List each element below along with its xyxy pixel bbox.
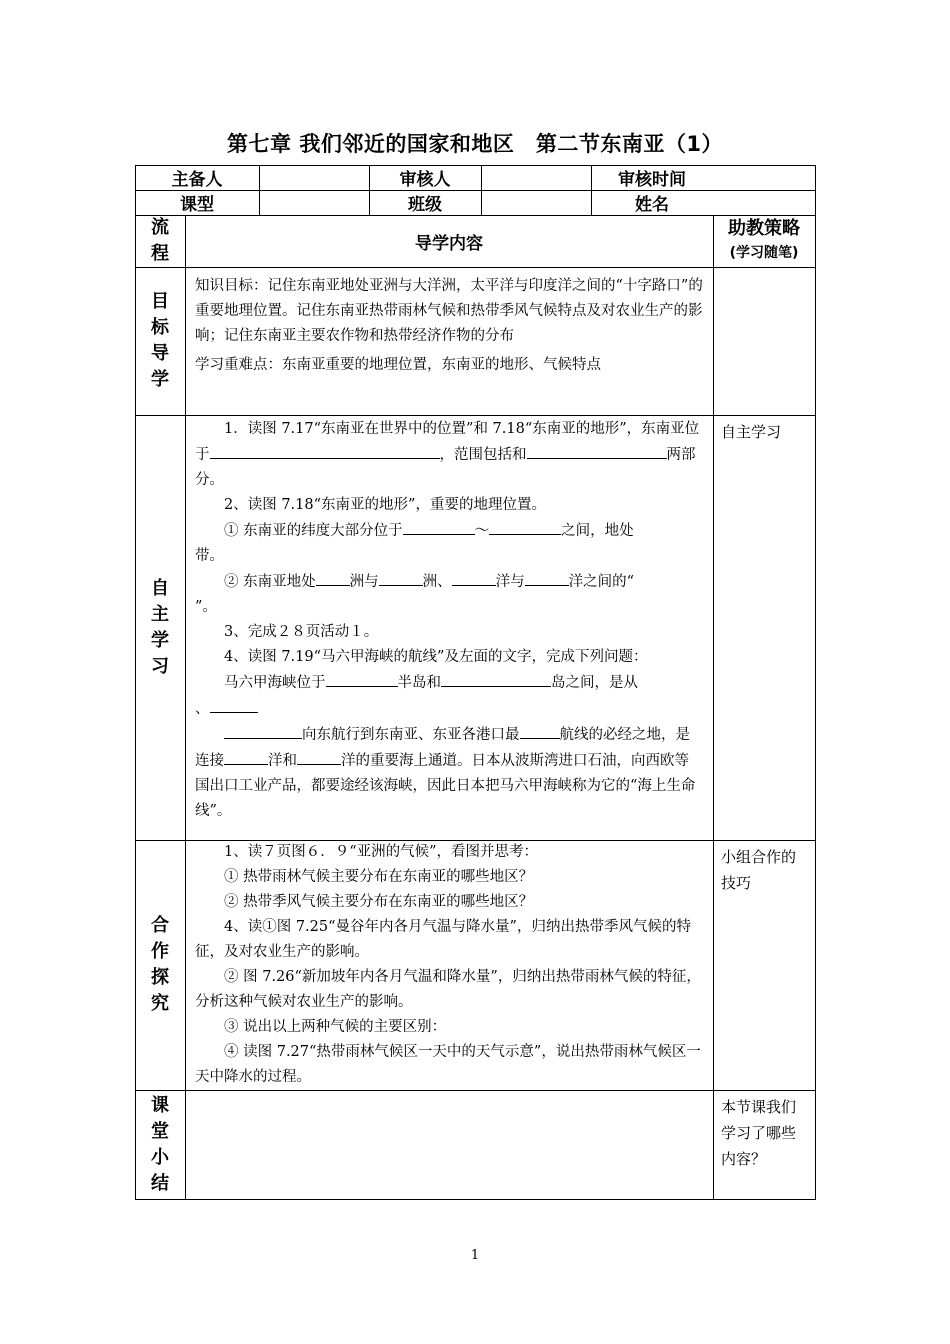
coop-char-4: 究 bbox=[151, 993, 169, 1014]
summary-char-1: 课 bbox=[151, 1094, 169, 1116]
name-field[interactable] bbox=[713, 190, 815, 215]
q4-2-text-c: 洋和 bbox=[268, 753, 297, 769]
q2-1-text-c: 之间，地处 bbox=[561, 523, 634, 539]
col-header-flow bbox=[135, 215, 185, 267]
lesson-table bbox=[135, 165, 816, 1200]
summary-char-3: 小 bbox=[151, 1146, 169, 1168]
q4-2-text-d: 洋的重要海上通道。日本从波斯湾进口石油，向西欧等国出口工业产品，都要途经该海峡，因此日本把马六甲海峡称为它的“海上生命线”。 bbox=[195, 753, 696, 819]
coop-item-2: ① 热带雨林气候主要分布在东南亚的哪些地区？ bbox=[224, 869, 534, 885]
q4-2-text-b: 航线的必经之地，是连接 bbox=[195, 727, 690, 769]
label-reviewer: 审核人 bbox=[399, 170, 451, 190]
flow-char-2: 程 bbox=[151, 243, 169, 264]
question-2: 2、读图 7.18“东南亚的地形”，重要的地理位置。 bbox=[224, 497, 546, 513]
page-number: 1 bbox=[470, 1248, 480, 1263]
section-label-summary bbox=[135, 1090, 185, 1199]
preparer-field[interactable] bbox=[259, 165, 369, 190]
q2-2-text-c: 洲、 bbox=[422, 574, 452, 590]
coop-item-5: ② 图 7.26“新加坡年内各月气温和降水量”，归纳出热带雨林气候的特征，分析这种气候对农业生产的影响。 bbox=[195, 969, 701, 1010]
cooperation-side-note: 小组合作的技巧 bbox=[721, 848, 797, 892]
q2-2-text-d: 洋与 bbox=[495, 574, 525, 590]
blank-shortest[interactable] bbox=[520, 722, 560, 739]
q1-text-a: 1．读图 7.17“东南亚在世界中的位置”和 7.18“东南亚的地形”，东南亚位于 bbox=[195, 421, 700, 463]
q2-2-text-f: ”。 bbox=[195, 599, 217, 615]
label-name: 姓名 bbox=[635, 195, 669, 215]
label-class: 班级 bbox=[408, 195, 442, 215]
self-study-content bbox=[185, 415, 713, 840]
blank-ocean-2[interactable] bbox=[525, 569, 569, 586]
q4-1-text-d: 、 bbox=[195, 701, 210, 717]
q1-text-c: 两部分。 bbox=[195, 447, 696, 488]
goals-notes[interactable] bbox=[713, 267, 815, 415]
knowledge-goals: 知识目标：记住东南亚地处亚洲与大洋洲，太平洋与印度洋之间的“十字路口”的重要地理位置。记住东南亚热带雨林气候和热带季风气候特点及对农业生产的影响；记住东南亚主要农作物和热带经济作物的分布 bbox=[195, 278, 703, 344]
col-header-content: 导学内容 bbox=[415, 233, 483, 254]
goals-char-1: 目 bbox=[151, 291, 169, 312]
question-3: 3、完成２８页活动１。 bbox=[224, 624, 379, 640]
summary-side-note: 本节课我们学习了哪些内容？ bbox=[721, 1098, 797, 1168]
label-review-time: 审核时间 bbox=[618, 170, 686, 190]
coop-item-4: 4、读①图 7.25“曼谷年内各月气温与降水量”，归纳出热带季风气候的特征，及对农业生产的影响。 bbox=[195, 919, 691, 960]
q4-1-text-c: 岛之间，是从 bbox=[551, 675, 638, 691]
strategy-sub-label: (学习随笔) bbox=[729, 245, 799, 261]
section-label-goals bbox=[135, 267, 185, 415]
flow-char-1: 流 bbox=[151, 217, 169, 238]
q2-2-text-b: 洲与 bbox=[349, 574, 379, 590]
cooperation-content bbox=[185, 840, 713, 1090]
coop-item-1: 1、读７页图６．９“亚洲的气候”，看图并思考： bbox=[224, 844, 539, 860]
self-study-char-4: 习 bbox=[151, 655, 169, 677]
summary-content[interactable] bbox=[185, 1090, 713, 1199]
blank-ocean-1[interactable] bbox=[452, 569, 496, 586]
blank-latitude-start[interactable] bbox=[403, 518, 475, 535]
q2-1-text-d: 带。 bbox=[195, 548, 224, 564]
strategy-label: 助教策略 bbox=[728, 218, 800, 239]
coop-char-3: 探 bbox=[151, 967, 169, 988]
question-4-1 bbox=[195, 670, 703, 722]
goals-char-3: 导 bbox=[151, 343, 169, 364]
coop-item-7: ④ 读图 7.27“热带雨林气候区一天中的天气示意”，说出热带雨林气候区一天中降水的过程。 bbox=[195, 1044, 701, 1085]
reviewer-field[interactable] bbox=[481, 165, 591, 190]
blank-location[interactable] bbox=[210, 442, 440, 459]
key-difficulties: 学习重难点：东南亚重要的地理位置，东南亚的地形、气候特点 bbox=[195, 357, 601, 373]
self-study-side-note: 自主学习 bbox=[721, 423, 782, 441]
goals-char-2: 标 bbox=[151, 317, 169, 338]
question-1 bbox=[195, 417, 703, 493]
coop-char-2: 作 bbox=[151, 941, 169, 962]
lesson-type-field[interactable] bbox=[259, 190, 369, 215]
blank-range[interactable] bbox=[527, 442, 667, 459]
coop-item-3: ② 热带季风气候主要分布在东南亚的哪些地区？ bbox=[224, 894, 534, 910]
section-label-self-study bbox=[135, 415, 185, 840]
blank-from-1[interactable] bbox=[210, 696, 258, 713]
section-label-cooperation bbox=[135, 840, 185, 1090]
summary-char-4: 结 bbox=[151, 1172, 169, 1194]
label-preparer: 主备人 bbox=[171, 170, 223, 190]
q4-2-text-a: 向东航行到东南亚、东亚各港口最 bbox=[302, 727, 520, 743]
q4-1-text-a: 马六甲海峡位于 bbox=[224, 675, 326, 691]
coop-item-6: ③ 说出以上两种气候的主要区别： bbox=[224, 1019, 447, 1035]
q1-text-b: ，范围包括和 bbox=[439, 447, 527, 463]
blank-continent-2[interactable] bbox=[379, 569, 423, 586]
self-study-char-2: 主 bbox=[151, 603, 169, 625]
blank-ocean-3[interactable] bbox=[224, 748, 268, 765]
self-study-char-3: 学 bbox=[151, 629, 169, 651]
q2-2-text-e: 洋之间的“ bbox=[568, 574, 635, 590]
question-4-2 bbox=[195, 722, 703, 824]
coop-char-1: 合 bbox=[151, 915, 169, 936]
blank-peninsula[interactable] bbox=[326, 670, 398, 687]
question-2-2 bbox=[195, 569, 703, 620]
q2-1-text-b: ～ bbox=[474, 523, 490, 539]
blank-ocean-4[interactable] bbox=[297, 748, 341, 765]
self-study-char-1: 自 bbox=[151, 577, 169, 599]
goals-char-4: 学 bbox=[151, 369, 169, 390]
page-title: 第七章 我们邻近的国家和地区 第二节东南亚（1） bbox=[227, 132, 723, 156]
label-lesson-type: 课型 bbox=[180, 195, 214, 215]
blank-from-2[interactable] bbox=[224, 722, 302, 739]
q2-2-text-a: ② 东南亚地处 bbox=[224, 574, 316, 590]
question-2-1 bbox=[195, 518, 703, 569]
blank-latitude-end[interactable] bbox=[489, 518, 561, 535]
q4-1-text-b: 半岛和 bbox=[397, 675, 441, 691]
review-time-field[interactable] bbox=[713, 165, 815, 190]
goals-content bbox=[185, 267, 713, 415]
class-field[interactable] bbox=[481, 190, 591, 215]
question-4: 4、读图 7.19“马六甲海峡的航线”及左面的文字，完成下列问题： bbox=[224, 649, 648, 665]
q2-1-text-a: ① 东南亚的纬度大部分位于 bbox=[224, 523, 403, 539]
blank-island[interactable] bbox=[441, 670, 551, 687]
col-header-strategy bbox=[713, 215, 815, 267]
blank-continent-1[interactable] bbox=[316, 569, 350, 586]
summary-char-2: 堂 bbox=[151, 1120, 169, 1142]
